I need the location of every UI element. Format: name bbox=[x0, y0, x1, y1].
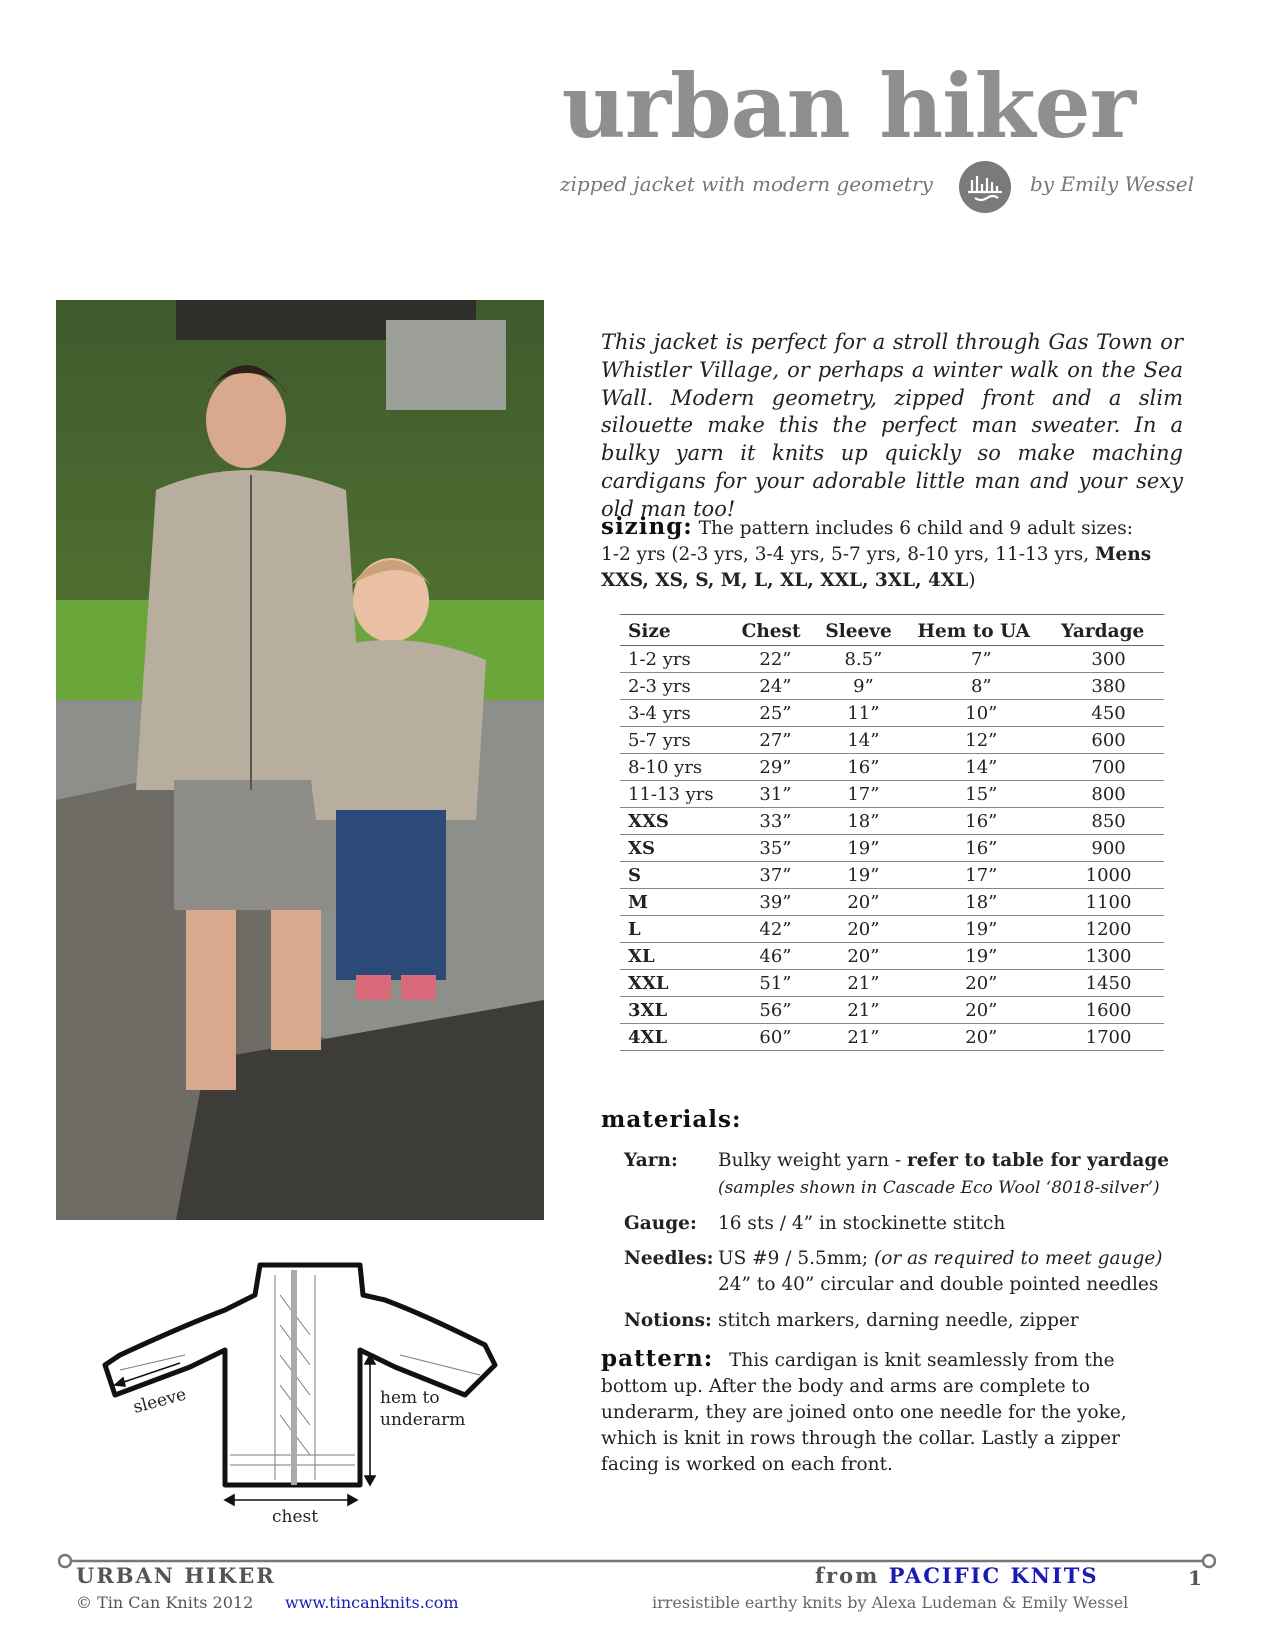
cell-yardage: 1100 bbox=[1053, 889, 1164, 916]
cell-yardage: 1300 bbox=[1053, 943, 1164, 970]
yarn-bold-text: refer to table for yardage bbox=[907, 1150, 1170, 1171]
schematic-hem-label-1: hem to bbox=[380, 1388, 440, 1408]
materials-heading: materials: bbox=[601, 1106, 742, 1133]
cell-chest: 42” bbox=[734, 916, 818, 943]
header-yardage: Yardage bbox=[1053, 615, 1164, 646]
notions-value: stitch markers, darning needle, zipper bbox=[718, 1310, 1079, 1331]
cell-size: L bbox=[620, 916, 734, 943]
table-row bbox=[620, 1024, 1164, 1051]
table-row bbox=[620, 700, 1164, 727]
schematic-sleeve-label: sleeve bbox=[131, 1384, 189, 1418]
cell-chest: 37” bbox=[734, 862, 818, 889]
cell-hem: 7” bbox=[909, 646, 1053, 673]
header-size: Size bbox=[620, 615, 734, 646]
cell-hem: 8” bbox=[909, 673, 1053, 700]
needles-value bbox=[718, 1248, 1163, 1269]
cell-hem: 20” bbox=[909, 997, 1053, 1024]
cell-sleeve: 21” bbox=[817, 1024, 909, 1051]
sizing-heading: sizing: bbox=[601, 513, 693, 540]
cell-size: 8-10 yrs bbox=[620, 754, 734, 781]
cell-hem: 12” bbox=[909, 727, 1053, 754]
cell-size: XS bbox=[620, 835, 734, 862]
table-row bbox=[620, 808, 1164, 835]
cell-size: 11-13 yrs bbox=[620, 781, 734, 808]
cell-chest: 24” bbox=[734, 673, 818, 700]
cell-chest: 51” bbox=[734, 970, 818, 997]
table-header-row bbox=[620, 615, 1164, 646]
table-row bbox=[620, 862, 1164, 889]
sweater-schematic bbox=[95, 1255, 525, 1525]
cell-chest: 27” bbox=[734, 727, 818, 754]
cell-yardage: 1700 bbox=[1053, 1024, 1164, 1051]
cell-yardage: 380 bbox=[1053, 673, 1164, 700]
header-sleeve: Sleeve bbox=[817, 615, 909, 646]
yarn-note: (samples shown in Cascade Eco Wool ‘8018-silver’) bbox=[718, 1178, 1160, 1198]
yarn-text: Bulky weight yarn - bbox=[718, 1150, 907, 1171]
byline: by Emily Wessel bbox=[1030, 172, 1194, 196]
table-row bbox=[620, 943, 1164, 970]
size-table bbox=[620, 614, 1164, 1051]
table-row bbox=[620, 835, 1164, 862]
cell-chest: 22” bbox=[734, 646, 818, 673]
cell-yardage: 450 bbox=[1053, 700, 1164, 727]
cell-yardage: 1200 bbox=[1053, 916, 1164, 943]
cell-sleeve: 20” bbox=[817, 916, 909, 943]
footer-tagline: irresistible earthy knits by Alexa Ludeman & Emily Wessel bbox=[652, 1593, 1129, 1612]
cell-chest: 46” bbox=[734, 943, 818, 970]
pattern-heading: pattern: bbox=[601, 1345, 714, 1372]
cell-yardage: 850 bbox=[1053, 808, 1164, 835]
footer-pattern-title: URBAN HIKER bbox=[76, 1563, 276, 1588]
table-row bbox=[620, 970, 1164, 997]
cell-chest: 25” bbox=[734, 700, 818, 727]
notions-label: Notions: bbox=[624, 1310, 712, 1331]
cell-yardage: 300 bbox=[1053, 646, 1164, 673]
cell-size: 3XL bbox=[620, 997, 734, 1024]
cell-hem: 19” bbox=[909, 943, 1053, 970]
cell-sleeve: 21” bbox=[817, 970, 909, 997]
sizing-section bbox=[601, 514, 1201, 594]
cell-chest: 33” bbox=[734, 808, 818, 835]
cell-yardage: 800 bbox=[1053, 781, 1164, 808]
table-row bbox=[620, 916, 1164, 943]
cell-size: M bbox=[620, 889, 734, 916]
cell-sleeve: 21” bbox=[817, 997, 909, 1024]
subtitle: zipped jacket with modern geometry bbox=[560, 172, 933, 196]
table-row bbox=[620, 727, 1164, 754]
cell-size: 4XL bbox=[620, 1024, 734, 1051]
page-number: 1 bbox=[1188, 1566, 1202, 1590]
cell-chest: 31” bbox=[734, 781, 818, 808]
intro-paragraph: This jacket is perfect for a stroll through Gas Town or Whistler Village, or perhaps a winter walk on the Sea Wall. Modern geometry, zipped front and a slim silouette make this the perfect man sweater. In a bulky yarn it knits up quickly so make maching cardigans for your adorable little man and your sexy old man too! bbox=[601, 330, 1183, 521]
table-row bbox=[620, 781, 1164, 808]
cell-hem: 20” bbox=[909, 1024, 1053, 1051]
cell-sleeve: 14” bbox=[817, 727, 909, 754]
cell-yardage: 1600 bbox=[1053, 997, 1164, 1024]
header-chest: Chest bbox=[734, 615, 818, 646]
cell-size: 2-3 yrs bbox=[620, 673, 734, 700]
footer-copyright: © Tin Can Knits 2012 bbox=[76, 1593, 254, 1612]
cell-yardage: 1000 bbox=[1053, 862, 1164, 889]
needles-label: Needles: bbox=[624, 1248, 714, 1269]
needles-note: (or as required to meet gauge) bbox=[874, 1248, 1163, 1269]
cell-size: S bbox=[620, 862, 734, 889]
schematic-hem-label-2: underarm bbox=[380, 1410, 466, 1430]
table-row bbox=[620, 997, 1164, 1024]
cell-size: 5-7 yrs bbox=[620, 727, 734, 754]
yarn-label: Yarn: bbox=[624, 1150, 678, 1171]
cell-size: XXL bbox=[620, 970, 734, 997]
cell-sleeve: 19” bbox=[817, 862, 909, 889]
table-row bbox=[620, 673, 1164, 700]
gauge-value: 16 sts / 4” in stockinette stitch bbox=[718, 1213, 1006, 1234]
table-row bbox=[620, 889, 1164, 916]
tin-can-knits-logo-icon bbox=[958, 160, 1012, 214]
footer-book-title: PACIFIC KNITS bbox=[888, 1563, 1099, 1588]
cell-size: 1-2 yrs bbox=[620, 646, 734, 673]
pattern-text: This cardigan is knit seamlessly from the bottom up. After the body and arms are complete to underarm, they are joined onto one needle for the yoke, which is knit in rows through the collar. Lastly a zipper facing is worked on each front. bbox=[601, 1350, 1127, 1475]
gauge-label: Gauge: bbox=[624, 1213, 697, 1234]
cell-size: 3-4 yrs bbox=[620, 700, 734, 727]
cell-hem: 20” bbox=[909, 970, 1053, 997]
table-row bbox=[620, 646, 1164, 673]
cell-sleeve: 16” bbox=[817, 754, 909, 781]
cell-sleeve: 17” bbox=[817, 781, 909, 808]
sizes-close: ) bbox=[968, 570, 976, 591]
footer-from-text: from bbox=[815, 1563, 889, 1588]
cell-chest: 56” bbox=[734, 997, 818, 1024]
cell-chest: 60” bbox=[734, 1024, 818, 1051]
adult-sizes: Mens XXS, XS, S, M, L, XL, XXL, 3XL, 4XL bbox=[601, 544, 1152, 591]
cell-sleeve: 9” bbox=[817, 673, 909, 700]
cell-sleeve: 11” bbox=[817, 700, 909, 727]
cell-hem: 15” bbox=[909, 781, 1053, 808]
cell-hem: 18” bbox=[909, 889, 1053, 916]
cell-sleeve: 20” bbox=[817, 889, 909, 916]
footer-website-link[interactable]: www.tincanknits.com bbox=[285, 1593, 459, 1612]
yarn-value bbox=[718, 1150, 1169, 1171]
cell-sleeve: 20” bbox=[817, 943, 909, 970]
cell-hem: 19” bbox=[909, 916, 1053, 943]
cell-chest: 39” bbox=[734, 889, 818, 916]
cell-hem: 16” bbox=[909, 835, 1053, 862]
cell-sleeve: 8.5” bbox=[817, 646, 909, 673]
cell-yardage: 1450 bbox=[1053, 970, 1164, 997]
cell-yardage: 900 bbox=[1053, 835, 1164, 862]
schematic-chest-label: chest bbox=[272, 1507, 319, 1525]
table-row bbox=[620, 754, 1164, 781]
cell-hem: 16” bbox=[909, 808, 1053, 835]
cell-hem: 17” bbox=[909, 862, 1053, 889]
cell-chest: 35” bbox=[734, 835, 818, 862]
cell-hem: 10” bbox=[909, 700, 1053, 727]
header-hem: Hem to UA bbox=[909, 615, 1053, 646]
footer-book-credit bbox=[815, 1563, 1099, 1588]
sizing-intro: The pattern includes 6 child and 9 adult sizes: bbox=[698, 518, 1133, 539]
cell-yardage: 700 bbox=[1053, 754, 1164, 781]
pattern-section bbox=[601, 1346, 1181, 1478]
cell-sleeve: 18” bbox=[817, 808, 909, 835]
page-title: urban hiker bbox=[561, 54, 1135, 158]
model-photo bbox=[56, 300, 544, 1220]
cell-size: XL bbox=[620, 943, 734, 970]
cell-yardage: 600 bbox=[1053, 727, 1164, 754]
child-sizes: 1-2 yrs (2-3 yrs, 3-4 yrs, 5-7 yrs, 8-10 yrs, 11-13 yrs, bbox=[601, 544, 1090, 565]
cell-chest: 29” bbox=[734, 754, 818, 781]
cell-size: XXS bbox=[620, 808, 734, 835]
needles-value-2: 24” to 40” circular and double pointed needles bbox=[718, 1274, 1159, 1295]
cell-sleeve: 19” bbox=[817, 835, 909, 862]
needles-text: US #9 / 5.5mm; bbox=[718, 1248, 875, 1269]
cell-hem: 14” bbox=[909, 754, 1053, 781]
